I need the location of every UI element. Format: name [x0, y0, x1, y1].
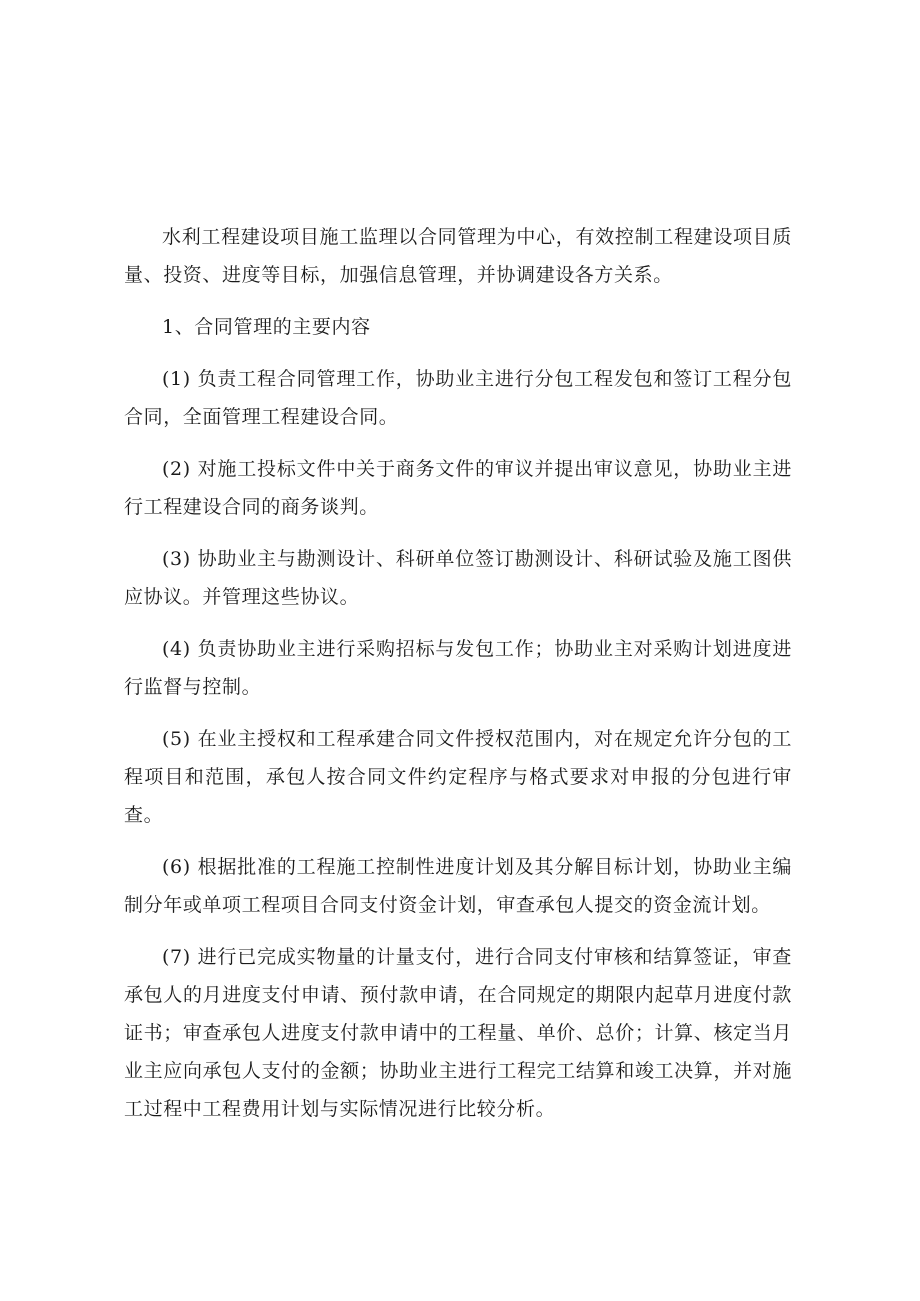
list-item-1: (1) 负责工程合同管理工作，协助业主进行分包工程发包和签订工程分包合同，全面管理工程建设合同。	[124, 368, 792, 428]
list-item-4: (4) 负责协助业主进行采购招标与发包工作；协助业主对采购计划进度进行监督与控制。	[124, 638, 792, 698]
list-item-2: (2) 对施工投标文件中关于商务文件的审议并提出审议意见，协助业主进行工程建设合同的商务谈判。	[124, 458, 792, 518]
section-heading: 1、合同管理的主要内容	[162, 316, 371, 338]
list-item-6: (6) 根据批准的工程施工控制性进度计划及其分解目标计划，协助业主编制分年或单项工程项目合同支付资金计划，审查承包人提交的资金流计划。	[124, 856, 792, 916]
list-item-3: (3) 协助业主与勘测设计、科研单位签订勘测设计、科研试验及施工图供应协议。并管理这些协议。	[124, 548, 792, 608]
document-page	[124, 218, 792, 1128]
list-item-7: (7) 进行已完成实物量的计量支付，进行合同支付审核和结算签证，审查承包人的月进度支付申请、预付款申请，在合同规定的期限内起草月进度付款证书；审查承包人进度支付款申请中的工程量、单价、总价；计算、核定当月业主应向承包人支付的金额；协助业主进行工程完工结算和竣工决算，并对施工过程中工程费用计划与实际情况进行比较分析。	[124, 946, 792, 1120]
intro-paragraph: 水利工程建设项目施工监理以合同管理为中心，有效控制工程建设项目质量、投资、进度等目标，加强信息管理，并协调建设各方关系。	[124, 226, 792, 286]
list-item-5: (5) 在业主授权和工程承建合同文件授权范围内，对在规定允许分包的工程项目和范围，承包人按合同文件约定程序与格式要求对申报的分包进行审查。	[124, 728, 792, 826]
